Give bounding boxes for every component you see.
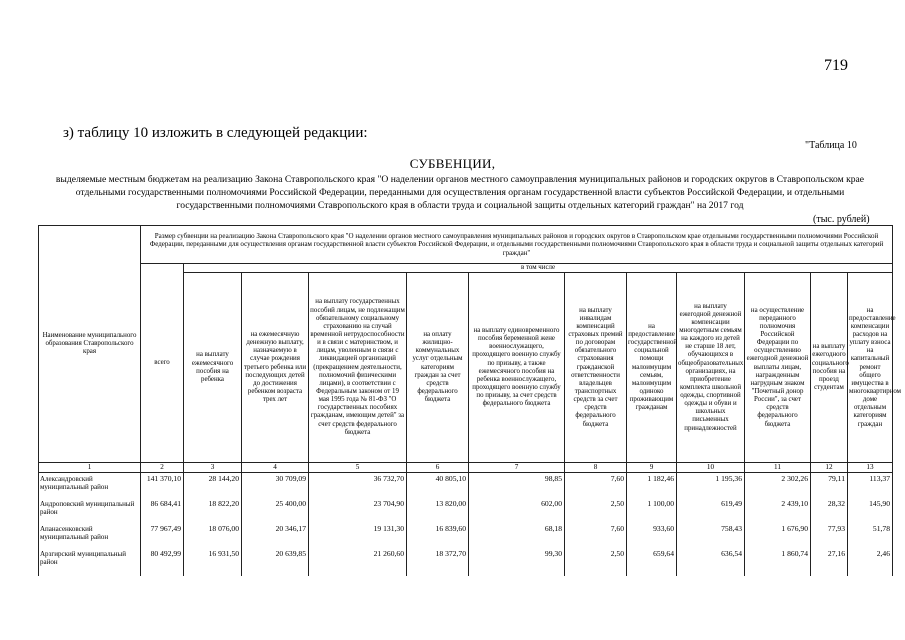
col-number: 1 [39, 463, 141, 472]
col-number: 4 [242, 463, 309, 472]
row-municipality: Андроповский муниципальный район [39, 498, 141, 523]
cell-value: 113,37 [848, 472, 893, 498]
col-number: 10 [677, 463, 745, 472]
cell-value: 659,64 [627, 548, 677, 576]
cell-value: 2 302,26 [745, 472, 811, 498]
table-row [39, 523, 893, 548]
header-col-3: на выплату ежемесячного пособия на ребенка [184, 273, 242, 463]
col-number: 9 [627, 463, 677, 472]
cell-value: 30 709,09 [242, 472, 309, 498]
cell-value: 79,11 [811, 472, 848, 498]
col-number: 13 [848, 463, 893, 472]
intro-text: з) таблицу 10 изложить в следующей редакции: [63, 125, 368, 141]
header-total: всего [141, 264, 184, 463]
col-number: 12 [811, 463, 848, 472]
col-number: 2 [141, 463, 184, 472]
header-col-5: на выплату государственных пособий лицам, не подлежащим обязательному социальному страхованию на случай временной нетрудоспособности и в связи с материнством, и лицам, уволенным в связи с ликвидацией организаций (прекращением деятельности, полномочий физическими лицами), в соответствии с Федеральным законом от 19 мая 1995 года № 81-ФЗ "О государственных пособиях гражданам, имеющим детей" за счет средств федерального бюджета [309, 273, 407, 463]
cell-value: 28 144,20 [184, 472, 242, 498]
cell-value: 1 100,00 [627, 498, 677, 523]
cell-value: 18 372,70 [407, 548, 469, 576]
header-municipality: Наименование муниципального образования Ставропольского края [39, 226, 141, 463]
cell-value: 1 195,36 [677, 472, 745, 498]
cell-value: 68,18 [469, 523, 565, 548]
cell-total: 141 370,10 [141, 472, 184, 498]
cell-value: 20 639,85 [242, 548, 309, 576]
cell-value: 1 676,90 [745, 523, 811, 548]
cell-value: 933,60 [627, 523, 677, 548]
cell-value: 145,90 [848, 498, 893, 523]
cell-value: 21 260,60 [309, 548, 407, 576]
cell-value: 1 860,74 [745, 548, 811, 576]
cell-value: 2 439,10 [745, 498, 811, 523]
header-col-7: на выплату единовременного пособия беременной жене военнослужащего, проходящего военную службу по призыву, а также ежемесячного пособия на ребенка военнослужащего, проходящего военную службу по призыву, за счет средств федерального бюджета [469, 273, 565, 463]
cell-value: 27,16 [811, 548, 848, 576]
cell-value: 13 820,00 [407, 498, 469, 523]
header-col-12: на выплату ежегодного социального пособия на проезд студентам [811, 273, 848, 463]
cell-value: 23 704,90 [309, 498, 407, 523]
cell-value: 7,60 [565, 523, 627, 548]
header-col-13: на предоставление компенсации расходов на уплату взноса на капитальный ремонт общего имущества в многоквартирном доме отдельным категориям граждан [848, 273, 893, 463]
cell-value: 36 732,70 [309, 472, 407, 498]
cell-value: 20 346,17 [242, 523, 309, 548]
col-number: 7 [469, 463, 565, 472]
table-row [39, 472, 893, 498]
row-municipality: Александровский муниципальный район [39, 472, 141, 498]
cell-value: 18 822,20 [184, 498, 242, 523]
cell-value: 619,49 [677, 498, 745, 523]
cell-value: 2,50 [565, 498, 627, 523]
header-col-9: на предоставление государственной социальной помощи малоимущим семьям, малоимущим одиноко проживающим гражданам [627, 273, 677, 463]
cell-value: 19 131,30 [309, 523, 407, 548]
row-municipality: Арзгирский муниципальный район [39, 548, 141, 576]
cell-value: 99,30 [469, 548, 565, 576]
units-label: (тыс. рублей) [813, 214, 870, 225]
header-col-4: на ежемесячную денежную выплату, назначаемую в случае рождения третьего ребенка или последующих детей до достижения ребенком возраста трех лет [242, 273, 309, 463]
col-number: 8 [565, 463, 627, 472]
subsidies-table [38, 225, 902, 576]
row-municipality: Апанасенковский муниципальный район [39, 523, 141, 548]
col-number: 11 [745, 463, 811, 472]
header-col-11: на осуществление переданного полномочия Российской Федерации по осуществлению ежегодной денежной выплаты лицам, награжденным нагрудным знаком "Почетный донор России", за счет средств федерального бюджета [745, 273, 811, 463]
header-group: Размер субвенции на реализацию Закона Ставропольского края "О наделении органов местного самоуправления муниципальных районов и городских округов в Ставропольском крае отдельными государственными полномочиями Российской Федерации, переданными для осуществления органам государственной власти субъектов Российской Федерации, и отдельными государственными полномочиями Ставропольского края в области труда и социальной защиты отдельных категорий граждан" [141, 226, 893, 264]
col-number: 6 [407, 463, 469, 472]
cell-value: 98,85 [469, 472, 565, 498]
cell-value: 758,43 [677, 523, 745, 548]
table-label: "Таблица 10 [805, 140, 857, 151]
cell-value: 40 805,10 [407, 472, 469, 498]
document-subtitle: выделяемые местным бюджетам на реализацию Закона Ставропольского края "О наделении органов местного самоуправления муниципальных районов и городских округов в Ставропольском крае отдельными государственными полномочиями Российской Федерации, переданными для осуществления органам государственной власти субъектов Российской Федерации, и отдельными государственными полномочиями Ставропольского края в области труда и социальной защиты отдельных категорий граждан" на 2017 год [55, 174, 865, 211]
cell-value: 602,00 [469, 498, 565, 523]
cell-value: 77,93 [811, 523, 848, 548]
col-number: 5 [309, 463, 407, 472]
cell-value: 1 182,46 [627, 472, 677, 498]
col-number: 3 [184, 463, 242, 472]
header-col-8: на выплату инвалидам компенсаций страховых премий по договорам обязательного страхования гражданской ответственности владельцев транспортных средств за счет средств федерального бюджета [565, 273, 627, 463]
table-row [39, 498, 893, 523]
cell-value: 636,54 [677, 548, 745, 576]
page-number: 719 [824, 57, 848, 74]
cell-total: 77 967,49 [141, 523, 184, 548]
cell-value: 28,32 [811, 498, 848, 523]
cell-value: 51,78 [848, 523, 893, 548]
header-including: в том числе [184, 264, 893, 273]
cell-value: 2,46 [848, 548, 893, 576]
cell-value: 2,50 [565, 548, 627, 576]
cell-total: 86 684,41 [141, 498, 184, 523]
cell-value: 18 076,00 [184, 523, 242, 548]
table-row [39, 548, 893, 576]
cell-value: 7,60 [565, 472, 627, 498]
cell-value: 25 400,00 [242, 498, 309, 523]
cell-value: 16 931,50 [184, 548, 242, 576]
header-col-10: на выплату ежегодной денежной компенсации многодетным семьям на каждого из детей не старше 18 лет, обучающихся в общеобразовательных организациях, на приобретение комплекта школьной одежды, спортивной одежды и обуви и школьных письменных принадлежностей [677, 273, 745, 463]
cell-total: 80 492,99 [141, 548, 184, 576]
document-title: СУБВЕНЦИИ, [409, 156, 496, 171]
cell-value: 16 839,60 [407, 523, 469, 548]
header-col-6: на оплату жилищно-коммунальных услуг отдельным категориям граждан за счет средств федерального бюджета [407, 273, 469, 463]
